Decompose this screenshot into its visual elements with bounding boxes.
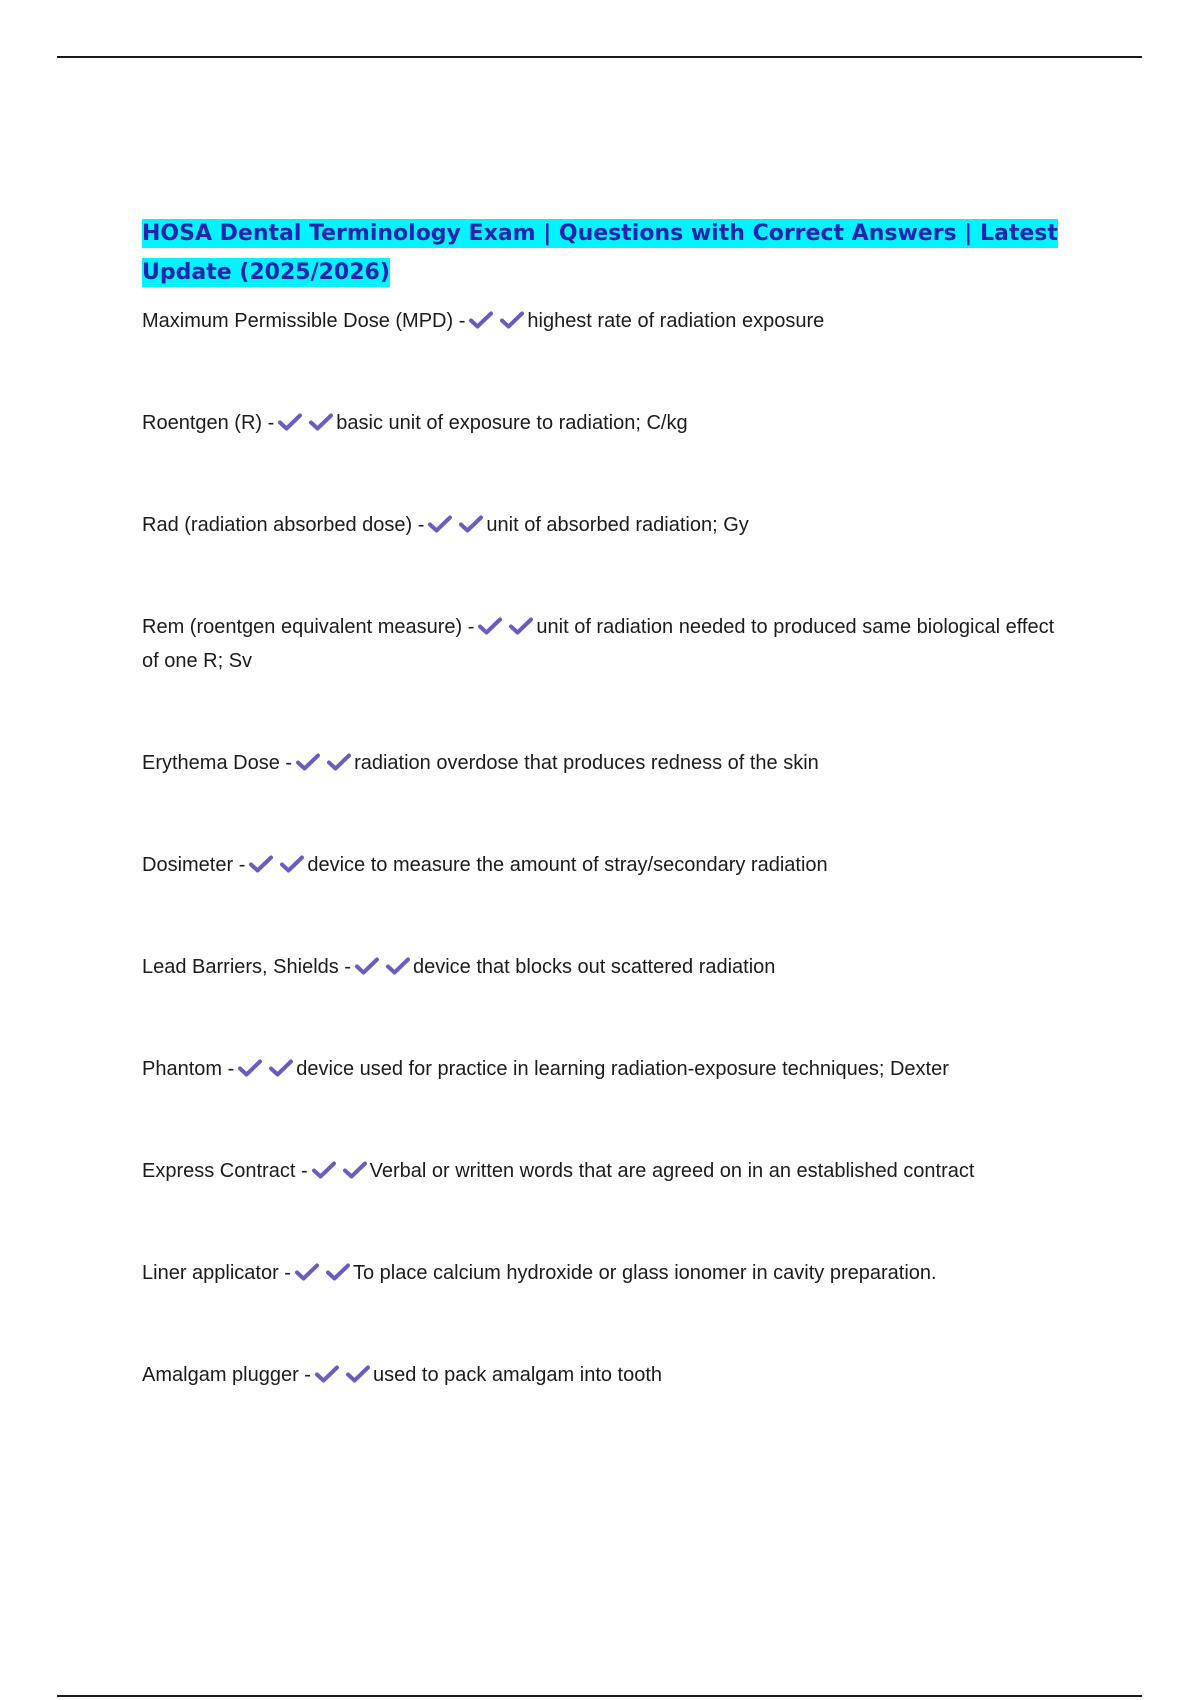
check-icon (277, 412, 303, 432)
definition: highest rate of radiation exposure (527, 310, 825, 332)
check-icon (477, 616, 503, 636)
term: Amalgam plugger - (142, 1364, 311, 1386)
document-title (142, 214, 1072, 292)
term: Dosimeter - (142, 854, 246, 876)
check-icon (345, 1364, 371, 1384)
definition: device that blocks out scattered radiation (412, 956, 776, 978)
check-icon (385, 956, 411, 976)
qa-entry (142, 746, 1072, 780)
definition: radiation overdose that produces redness of the skin (354, 752, 819, 774)
term: Rad (radiation absorbed dose) - (142, 514, 425, 536)
document-body (142, 214, 1072, 1392)
qa-entry (142, 1154, 1072, 1188)
check-icon (295, 752, 321, 772)
term: Phantom - (142, 1058, 235, 1080)
check-icon (354, 956, 380, 976)
qa-entry (142, 610, 1072, 678)
definition: basic unit of exposure to radiation; C/kg (336, 412, 688, 434)
qa-list (142, 304, 1072, 1392)
term: Rem (roentgen equivalent measure) - (142, 616, 475, 638)
bottom-divider (57, 1695, 1142, 1697)
term: Lead Barriers, Shields - (142, 956, 351, 978)
definition: unit of radiation needed to produced same biological effect of one R; Sv (142, 616, 1055, 672)
definition: unit of absorbed radiation; Gy (486, 514, 749, 536)
check-icon (499, 310, 525, 330)
definition: used to pack amalgam into tooth (372, 1364, 663, 1386)
check-icon (314, 1364, 340, 1384)
check-icon (458, 514, 484, 534)
qa-entry (142, 406, 1072, 440)
qa-entry (142, 304, 1072, 338)
check-icon (325, 1262, 351, 1282)
check-icon (342, 1160, 368, 1180)
term: Express Contract - (142, 1160, 308, 1182)
check-icon (294, 1262, 320, 1282)
check-icon (311, 1160, 337, 1180)
check-icon (268, 1058, 294, 1078)
qa-entry (142, 848, 1072, 882)
definition: device used for practice in learning radiation-exposure techniques; Dexter (296, 1058, 949, 1080)
term: Roentgen (R) - (142, 412, 275, 434)
top-divider (57, 56, 1142, 58)
term: Erythema Dose - (142, 752, 293, 774)
term: Maximum Permissible Dose (MPD) - (142, 310, 466, 332)
qa-entry (142, 1358, 1072, 1392)
qa-entry (142, 1052, 1072, 1086)
qa-entry (142, 950, 1072, 984)
definition: To place calcium hydroxide or glass ionomer in cavity preparation. (352, 1262, 937, 1284)
qa-entry (142, 1256, 1072, 1290)
qa-entry (142, 508, 1072, 542)
term: Liner applicator - (142, 1262, 291, 1284)
check-icon (468, 310, 494, 330)
check-icon (237, 1058, 263, 1078)
check-icon (308, 412, 334, 432)
check-icon (508, 616, 534, 636)
definition: device to measure the amount of stray/secondary radiation (307, 854, 828, 876)
check-icon (427, 514, 453, 534)
check-icon (248, 854, 274, 874)
title-highlight: HOSA Dental Terminology Exam | Questions with Correct Answers | Latest Update (2025/2026) (142, 221, 1058, 285)
check-icon (326, 752, 352, 772)
check-icon (279, 854, 305, 874)
definition: Verbal or written words that are agreed on in an established contract (369, 1160, 975, 1182)
